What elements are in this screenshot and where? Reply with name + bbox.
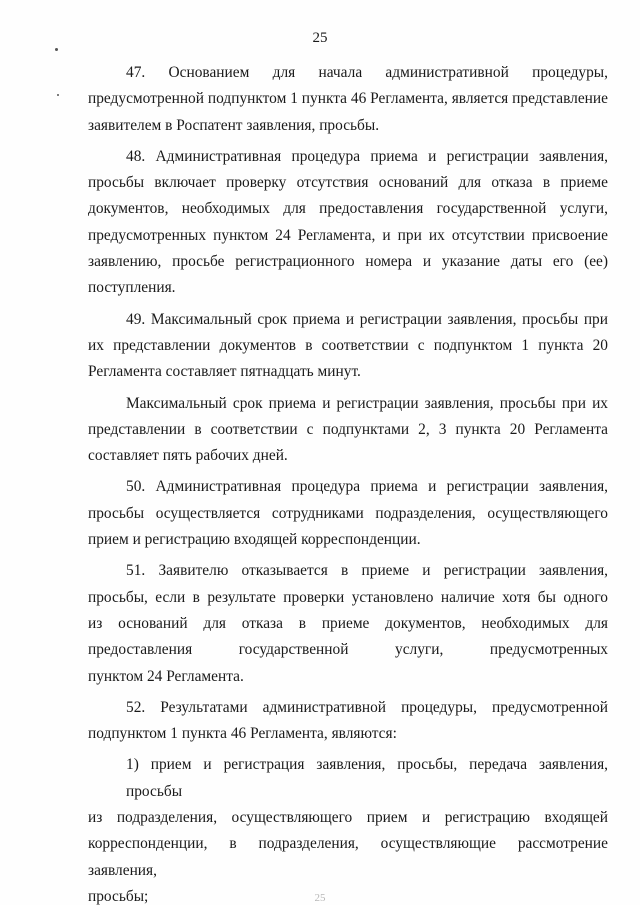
text-line: 51. Заявителю отказывается в приеме и регистрации заявления, [126, 562, 608, 580]
text-line: Регламента составляет пятнадцать минут. [88, 363, 361, 381]
text-line: 47. Основанием для начала административной процедуры, [126, 64, 608, 81]
text-line: предусмотренной подпунктом 1 пункта 46 Регламента, является представление [88, 90, 608, 108]
text-line: из подразделения, осуществляющего прием и регистрацию входящей [88, 809, 608, 827]
text-line: из оснований для отказа в приеме документов, необходимых для [88, 614, 608, 632]
paragraph-47 [88, 60, 608, 139]
page-number: 25 [312, 30, 328, 46]
scan-artifact-dot [57, 94, 59, 96]
text-line: прием и регистрацию входящей корреспонденции. [88, 531, 421, 549]
bleed-through-page-number: 25 [314, 892, 326, 904]
text-line: просьбы, если в результате проверки установлено наличие хотя бы одного [88, 588, 608, 606]
paragraph-49-continued [88, 391, 608, 470]
text-line: корреспонденции, в подразделения, осуществляющие рассмотрение заявления, [88, 835, 608, 879]
text-line: заявителем в Роспатент заявления, просьбы. [88, 116, 380, 134]
paragraph-52-item-1 [88, 752, 608, 910]
text-line: 48. Административная процедура приема и регистрации заявления, [126, 147, 608, 165]
text-line: представлении в соответствии с подпунктами 2, 3 пункта 20 Регламента [88, 420, 608, 438]
text-line: подпунктом 1 пункта 46 Регламента, являются: [88, 725, 397, 743]
text-line: предусмотренных пунктом 24 Регламента, и при их отсутствии присвоение [88, 226, 608, 244]
paragraph-51 [88, 558, 608, 689]
text-line: поступления. [88, 279, 176, 297]
document-body [88, 60, 608, 910]
text-line: предоставления государственной услуги, предусмотренных [88, 641, 608, 659]
text-line: заявлению, просьбе регистрационного номера и указание даты его (ее) [88, 253, 608, 271]
text-line: просьбы включает проверку отсутствия оснований для отказа в приеме [88, 174, 608, 192]
text-line: 50. Административная процедура приема и регистрации заявления, [126, 478, 608, 496]
paragraph-49 [88, 307, 608, 386]
text-line: пунктом 24 Регламента. [88, 667, 244, 685]
text-line: Максимальный срок приема и регистрации заявления, просьбы при их [126, 394, 608, 412]
text-line: 49. Максимальный срок приема и регистрации заявления, просьбы при [126, 310, 608, 328]
paragraph-52 [88, 695, 608, 748]
paragraph-48 [88, 144, 608, 302]
text-line: их представлении документов в соответствии с подпунктом 1 пункта 20 [88, 336, 608, 354]
scan-artifact-dot [55, 48, 58, 51]
text-line: просьбы; [88, 887, 149, 905]
text-line: 1) прием и регистрация заявления, просьбы, передача заявления, просьбы [126, 756, 608, 800]
text-line: 52. Результатами административной процедуры, предусмотренной [126, 698, 608, 716]
paragraph-50 [88, 474, 608, 553]
text-line: документов, необходимых для предоставления государственной услуги, [88, 200, 608, 218]
text-line: составляет пять рабочих дней. [88, 447, 288, 465]
text-line: просьбы осуществляется сотрудниками подразделения, осуществляющего [88, 504, 608, 522]
